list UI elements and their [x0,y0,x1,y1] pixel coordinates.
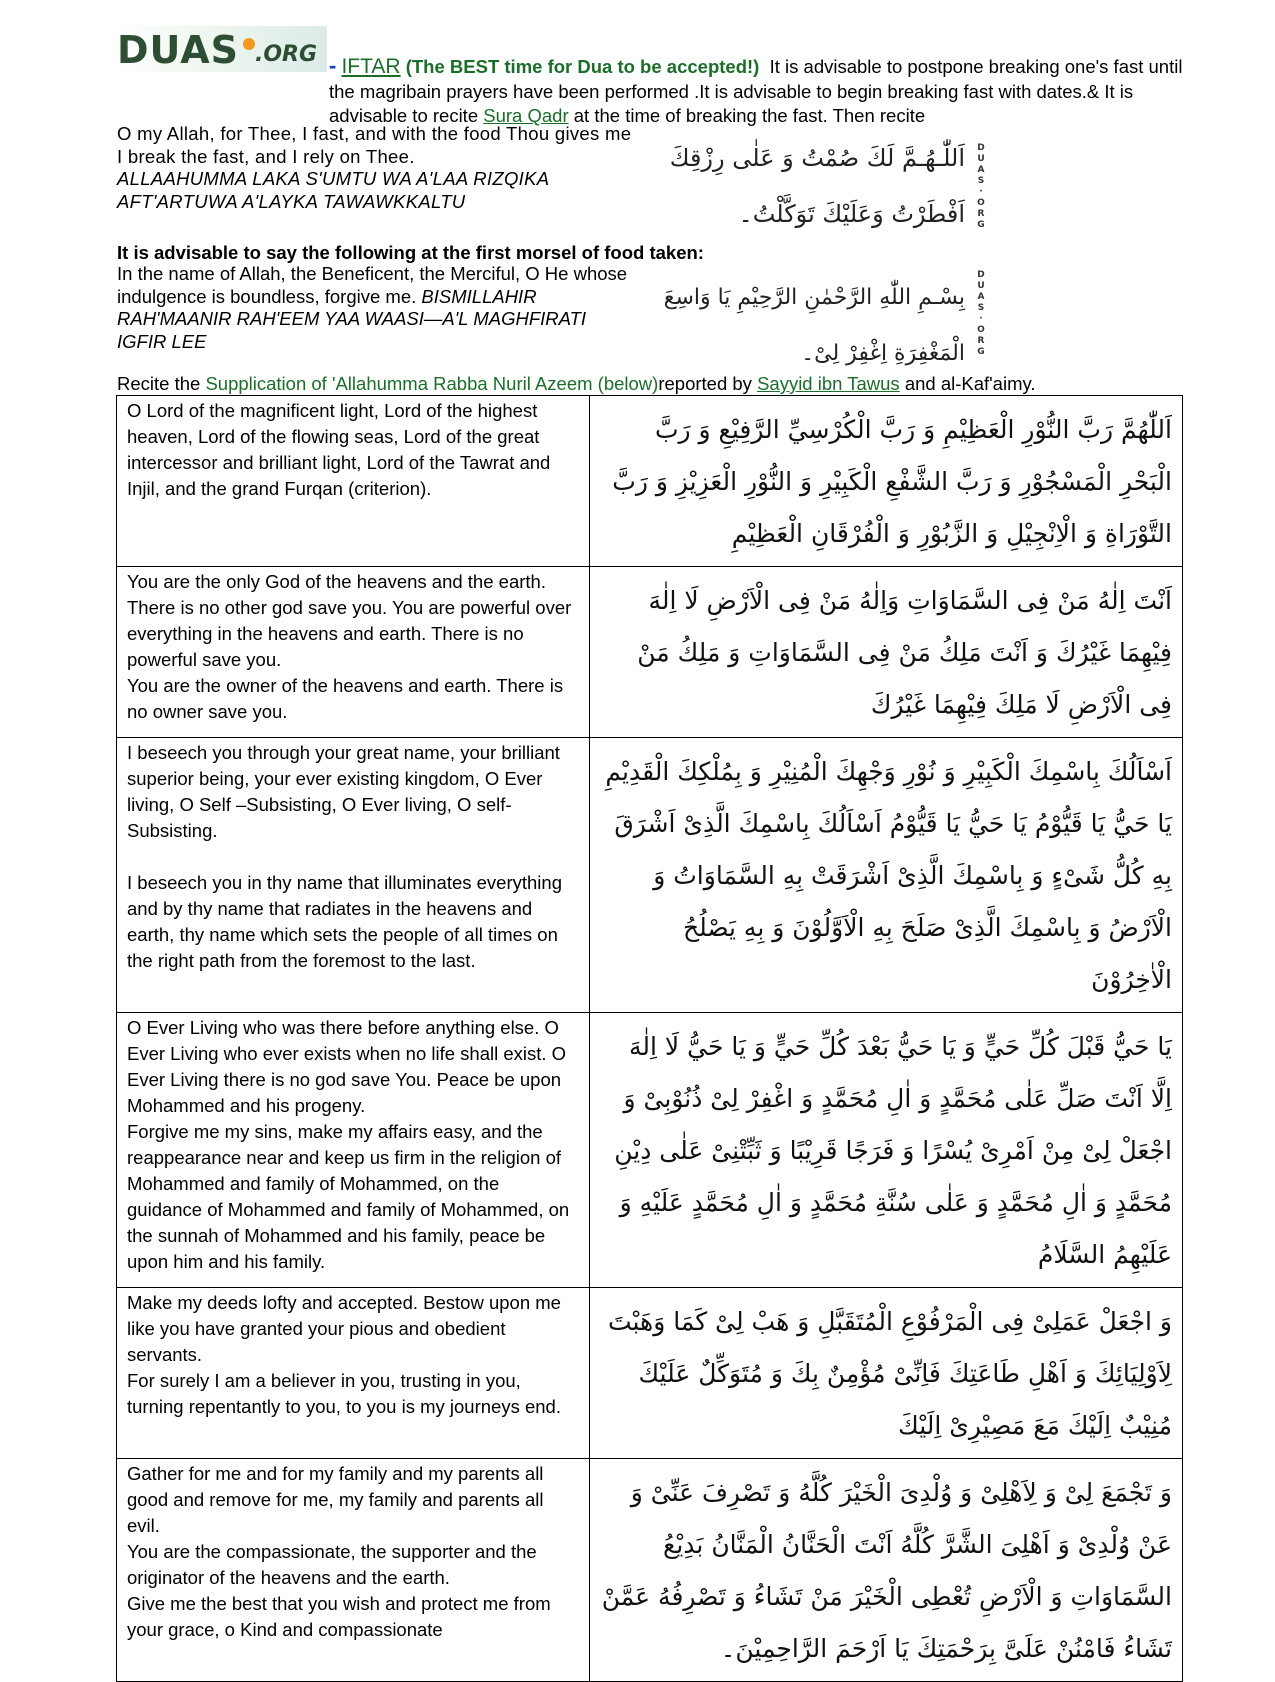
arabic-text-cell: اَسْاَلُكَ بِاسْمِكَ الْكَبِيْرِ وَ نُوْرِ وَجْهِكَ الْمُنِيْرِ وَ بِمُلْكِكَ الْقَدِيْمِ يَا حَيُّ يَا قَيُّوْمُ يَا حَيُّ يَا قَيُّوْمُ اَسْاَلُكَ بِاسْمِكَ الَّذِىْ اَشْرَقَ بِهِ كُلُّ شَىْءٍ وَ بِاسْمِكَ الَّذِىْ اَشْرَقَتْ بِهِ السَّمَاوَاتُ وَ الْاَرْضُ وَ بِاسْمِكَ الَّذِىْ صَلَحَ بِهِ الْاَوَّلُوْنَ وَ بِهِ يَصْلُحُ الْاٰخِرُوْنَ [590,738,1183,1013]
sura-qadr-link[interactable]: Sura Qadr [483,105,569,126]
english-paragraph: O Lord of the magnificent light, Lord of the highest heaven, Lord of the flowing seas, Lord of the great intercessor and brilliant light, Lord of the Tawrat and Injil, and the grand Furqan (criterion). [127,400,551,499]
title-dash: - [329,53,337,78]
arabic-text-cell: اَنْتَ اِلٰهُ مَنْ فِى السَّمَاوَاتِ وَاِلٰهُ مَنْ فِى الْاَرْضِ لَا اِلٰهَ فِيْهِمَا غَيْرُكَ وَ اَنْتَ مَلِكُ مَنْ فِى السَّمَاوَاتِ وَ مَلِكُ مَنْ فِى الْاَرْضِ لَا مَلِكَ فِيْهِمَا غَيْرُكَ [590,567,1183,738]
english-paragraph: Forgive me my sins, make my affairs easy, and the reappearance near and keep us firm in the religion of Mohammed and family of Mohammed, on the guidance of Mohammed and family of Mohammed, on the sunnah of Mohammed and his family, peace be upon him and his family. [127,1121,570,1272]
english-paragraph: You are the owner of the heavens and earth. There is no owner save you. [127,675,564,722]
logo-dot-icon [243,38,255,50]
english-paragraph [127,844,579,870]
english-translation-cell [117,1459,590,1682]
intro-line-1 [117,54,1187,129]
english-paragraph: O Ever Living who was there before anything else. O Ever Living who ever exists when no life shall exist. O Ever Living there is no god save You. Peace be upon Mohammed and his progeny. [127,1017,567,1116]
english-translation-cell [117,396,590,567]
dua1-transliteration: ALLAAHUMMA LAKA S'UMTU WA A'LAA RIZQIKA AFT'ARTUWA A'LAYKA TAWAWKKALTU [117,168,549,212]
best-time-note: (The BEST time for Dua to be accepted!) [405,56,760,77]
arabic-text-cell: اَللّٰهُمَّ رَبَّ النُّوْرِ الْعَظِيْمِ وَ رَبَّ الْكُرْسِيِّ الرَّفِيْعِ وَ رَبَّ الْبَحْرِ الْمَسْجُوْرِ وَ رَبَّ الشَّفْعِ الْكَبِيْرِ وَ النُّوْرِ الْعَزِيْزِ وَ رَبَّ التَّوْرَاةِ وَ الْاِنْجِيْلِ وَ الزَّبُوْرِ وَ الْفُرْقَانِ الْعَظِيْمِ [590,396,1183,567]
arabic-text-cell: يَا حَيُّ قَبْلَ كُلِّ حَيٍّ وَ يَا حَيُّ بَعْدَ كُلِّ حَيٍّ وَ يَا حَيُّ لَا اِلٰهَ اِلَّا اَنْتَ صَلِّ عَلٰى مُحَمَّدٍ وَ اٰلِ مُحَمَّدٍ وَ اغْفِرْ لِىْ ذُنُوْبِىْ وَ اجْعَلْ لِىْ مِنْ اَمْرِىْ يُسْرًا وَ فَرَجًا قَرِيْبًا وَ ثَبِّتْنِىْ عَلٰى دِيْنِ مُحَمَّدٍ وَ اٰلِ مُحَمَّدٍ وَ عَلٰى سُنَّةِ مُحَمَّدٍ وَ اٰلِ مُحَمَّدٍ عَلَيْهِ وَ عَلَيْهِمُ السَّلَامُ [590,1013,1183,1288]
intro-text-1: It is advisable to postpone breaking one's fast until the magribain prayers have been performed .It is advisable to begin breaking fast with dates.& It is advisable to recite [329,56,1183,126]
english-paragraph: Make my deeds lofty and accepted. Bestow upon me like you have granted your pious and obedient servants. [127,1292,561,1365]
dua2-arabic: بِسْـمِ اللّٰهِ الرَّحْمٰنِ الرَّحِيْمِ يَا وَاسِعَ الْمَغْفِرَةِ اِغْفِرْ لِىْ۔ [663,285,965,366]
english-translation-cell [117,738,590,1013]
dua2-english: In the name of Allah, the Beneficent, the Merciful, O He whose indulgence is boundless, forgive me. [117,263,628,307]
first-morsel-heading: It is advisable to say the following at the first morsel of food taken: [117,242,704,263]
supplication-row [117,567,1183,738]
arabic-text-cell: وَ اجْعَلْ عَمَلِىْ فِى الْمَرْفُوْعِ الْمُتَقَبَّلِ وَ هَبْ لِىْ كَمَا وَهَبْتَ لِاَوْلِيَائِكَ وَ اَهْلِ طَاعَتِكَ فَاِنِّىْ مُؤْمِنٌ بِكَ وَ مُتَوَكِّلٌ عَلَيْكَ مُنِيْبٌ اِلَيْكَ مَعَ مَصِيْرِىْ اِلَيْكَ [590,1288,1183,1459]
supplication-table [116,395,1183,1682]
supplication-row [117,1013,1183,1288]
english-paragraph: You are the only God of the heavens and the earth. There is no other god save you. You are powerful over everything in the heavens and earth. There is no powerful save you. [127,571,572,670]
arabic-text-cell: وَ تَجْمَعَ لِىْ وَ لِاَهْلِىْ وَ وُلْدِىَ الْخَيْرَ كُلَّهُ وَ تَصْرِفَ عَنِّىْ وَ عَنْ وُلْدِىْ وَ اَهْلِىَ الشَّرَّ كُلَّهُ اَنْتَ الْحَنَّانُ الْمَنَّانُ بَدِيْعُ السَّمَاوَاتِ وَ الْاَرْضِ تُعْطِى الْخَيْرَ مَنْ تَشَاءُ وَ تَصْرِفُهُ عَمَّنْ تَشَاءُ فَامْنُنْ عَلَىَّ بِرَحْمَتِكَ يَا اَرْحَمَ الرَّاحِمِيْنَ۔ [590,1459,1183,1682]
supplication-link[interactable]: Supplication of 'Allahumma Rabba Nuril Azeem (below) [205,373,659,394]
dua2-english-block [117,263,637,353]
sayyid-ibn-tawus-link[interactable]: Sayyid ibn Tawus [757,373,900,394]
intro-text-2: at the time of breaking the fast. Then recite [573,105,926,126]
english-paragraph: Gather for me and for my family and my parents all good and remove for me, my family and parents all evil. [127,1463,544,1536]
recite-mid: reported by [658,373,752,394]
dua1-arabic: اَللّٰـهُـمَّ لَكَ صُمْتُ وَ عَلٰى رِزْقِكَ اَفْطَرْتُ وَعَلَيْكَ تَوَكَّلْتُ۔ [669,144,965,228]
english-paragraph: For surely I am a believer in you, trusting in you, turning repentantly to you, to you is my journeys end. [127,1370,561,1417]
supplication-table-body [117,396,1183,1682]
dua1-english-block [117,123,637,213]
logo-suffix: .ORG [255,42,318,67]
english-translation-cell [117,567,590,738]
intro-paragraph [117,54,1187,129]
dua2-transliteration: BISMILLAHIR RAH'MAANIR RAH'EEM YAA WAASI—A'L MAGHFIRATI IGFIR LEE [117,285,587,352]
recite-pre: Recite the [117,373,201,394]
duas-watermark-2: D U A S · O R G [977,270,985,357]
english-translation-cell [117,1013,590,1288]
supplication-row [117,1288,1183,1459]
english-paragraph: Give me the best that you wish and protect me from your grace, o Kind and compassionate [127,1593,551,1640]
logo-text: DUAS [117,28,240,72]
duas-watermark-1: D U A S · O R G [977,143,985,230]
recite-line [117,373,1036,395]
recite-post: and al-Kaf'aimy. [904,373,1036,394]
supplication-row [117,396,1183,567]
english-paragraph: You are the compassionate, the supporter and the originator of the heavens and the earth. [127,1541,537,1588]
english-paragraph: I beseech you in thy name that illuminates everything and by thy name that radiates in the heavens and earth, thy name which sets the people of all times on the right path from the foremost to the last. [127,872,562,971]
supplication-row [117,1459,1183,1682]
iftar-link[interactable]: IFTAR [341,55,401,78]
english-translation-cell [117,1288,590,1459]
english-paragraph: I beseech you through your great name, your brilliant superior being, your ever existing kingdom, O Ever living, O Self –Subsisting, O Ever living, O self-Subsisting. [127,742,560,841]
supplication-row [117,738,1183,1013]
dua1-english: O my Allah, for Thee, I fast, and with the food Thou gives me I break the fast, and I rely on Thee. [117,123,632,167]
